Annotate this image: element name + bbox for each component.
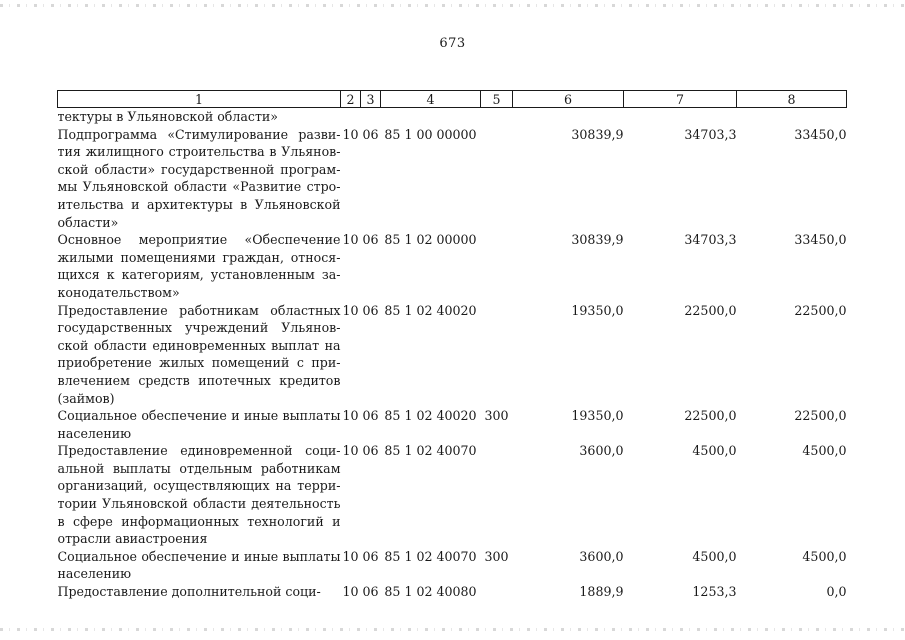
table-row [58, 548, 847, 583]
cell-subsection [361, 108, 381, 126]
cell-section: 10 [342, 232, 359, 248]
cell-expense-type [481, 583, 513, 601]
cell-amount-col7: 4500,0 [692, 443, 737, 459]
cell-amount-col8: 33450,0 [794, 232, 847, 248]
page-number: 673 [439, 36, 466, 51]
cell-section: 10 [342, 126, 359, 142]
header-row [58, 91, 847, 108]
cell-expense-type [481, 302, 513, 408]
col-header-4: 4 [381, 91, 481, 108]
cell-amount-col7: 34703,3 [684, 126, 737, 142]
cell-target-code: 85 1 02 40070 [384, 548, 477, 564]
cell-amount-col6: 30839,9 [571, 232, 624, 248]
cell-amount-col7: 34703,3 [684, 232, 737, 248]
cell-expense-type [481, 231, 513, 301]
cell-amount-col7: 4500,0 [692, 548, 737, 564]
cell-amount-col8 [737, 108, 847, 126]
cell-amount-col6: 19350,0 [571, 302, 624, 318]
cell-name: Социальное обеспечение и иные выплаты населению [57, 548, 341, 582]
cell-amount-col8: 0,0 [826, 584, 847, 600]
cell-target-code: 85 1 00 00000 [384, 126, 477, 142]
cell-target-code: 85 1 02 00000 [384, 232, 477, 248]
table-header [58, 91, 847, 108]
cell-target-code: 85 1 02 40020 [384, 302, 477, 318]
cell-name: тектуры в Ульяновской области» [57, 109, 279, 124]
cell-amount-col7: 22500,0 [684, 408, 737, 424]
cell-amount-col6: 1889,9 [579, 584, 624, 600]
table-row [58, 108, 847, 126]
cell-target-code [381, 108, 481, 126]
table-row [58, 407, 847, 442]
cell-amount-col6: 3600,0 [579, 443, 624, 459]
scan-edge-top [0, 4, 905, 7]
col-header-7: 7 [624, 91, 737, 108]
col-header-1: 1 [58, 91, 341, 108]
table-row [58, 442, 847, 548]
cell-section: 10 [342, 584, 359, 600]
cell-section: 10 [342, 548, 359, 564]
scan-edge-bottom [0, 628, 905, 631]
cell-amount-col6: 19350,0 [571, 408, 624, 424]
col-header-3: 3 [361, 91, 381, 108]
cell-target-code: 85 1 02 40070 [384, 443, 477, 459]
cell-target-code: 85 1 02 40080 [384, 584, 477, 600]
cell-name: Предоставление дополнительной соци- [57, 584, 321, 600]
cell-subsection: 06 [362, 126, 379, 142]
cell-section: 10 [342, 302, 359, 318]
cell-amount-col6: 3600,0 [579, 548, 624, 564]
cell-name: Предоставление работникам областных государственных учреждений Ульянов-ской области единовременных выплат на приобретение жилых помещений с при-влечением средств ипотечных кредитов (займов) [57, 302, 341, 406]
col-header-8: 8 [737, 91, 847, 108]
cell-name: Основное мероприятие «Обеспечение жилыми помещениями граждан, относя-щихся к категориям, установленным за-конодательством» [57, 232, 341, 300]
cell-amount-col7 [624, 108, 737, 126]
col-header-2: 2 [341, 91, 361, 108]
cell-expense-type [481, 108, 513, 126]
cell-section [341, 108, 361, 126]
table-row [58, 231, 847, 301]
cell-amount-col7: 22500,0 [684, 302, 737, 318]
table-body [58, 108, 847, 601]
cell-expense-type [481, 442, 513, 548]
cell-subsection: 06 [362, 443, 379, 459]
budget-table [57, 90, 847, 601]
cell-name: Социальное обеспечение и иные выплаты населению [57, 408, 341, 441]
cell-expense-type [481, 126, 513, 232]
table-row [58, 302, 847, 408]
cell-subsection: 06 [362, 232, 379, 248]
cell-target-code: 85 1 02 40020 [384, 408, 477, 424]
table-row [58, 583, 847, 601]
cell-amount-col8: 4500,0 [802, 548, 847, 564]
cell-amount-col6 [513, 108, 624, 126]
cell-subsection: 06 [362, 408, 379, 424]
cell-amount-col6: 30839,9 [571, 126, 624, 142]
cell-section: 10 [342, 408, 359, 424]
cell-amount-col8: 22500,0 [794, 408, 847, 424]
cell-amount-col7: 1253,3 [692, 584, 737, 600]
cell-name: Подпрограмма «Стимулирование разви-тия жилищного строительства в Ульянов-ской области» государственной програм-мы Ульяновской области «Развитие стро-ительства и архитектуры в Ульяновской области» [57, 126, 341, 230]
table-row [58, 126, 847, 232]
cell-section: 10 [342, 443, 359, 459]
cell-subsection: 06 [362, 548, 379, 564]
cell-expense-type: 300 [484, 408, 509, 424]
cell-amount-col8: 33450,0 [794, 126, 847, 142]
cell-subsection: 06 [362, 584, 379, 600]
col-header-5: 5 [481, 91, 513, 108]
col-header-6: 6 [513, 91, 624, 108]
cell-expense-type: 300 [484, 548, 509, 564]
cell-amount-col8: 4500,0 [802, 443, 847, 459]
cell-name: Предоставление единовременной соци-альной выплаты отдельным работникам организаций, осуществляющих на терри-тории Ульяновской области деятельность в сфере информационных технологий и отрасли авиастроения [57, 443, 341, 547]
cell-amount-col8: 22500,0 [794, 302, 847, 318]
cell-subsection: 06 [362, 302, 379, 318]
